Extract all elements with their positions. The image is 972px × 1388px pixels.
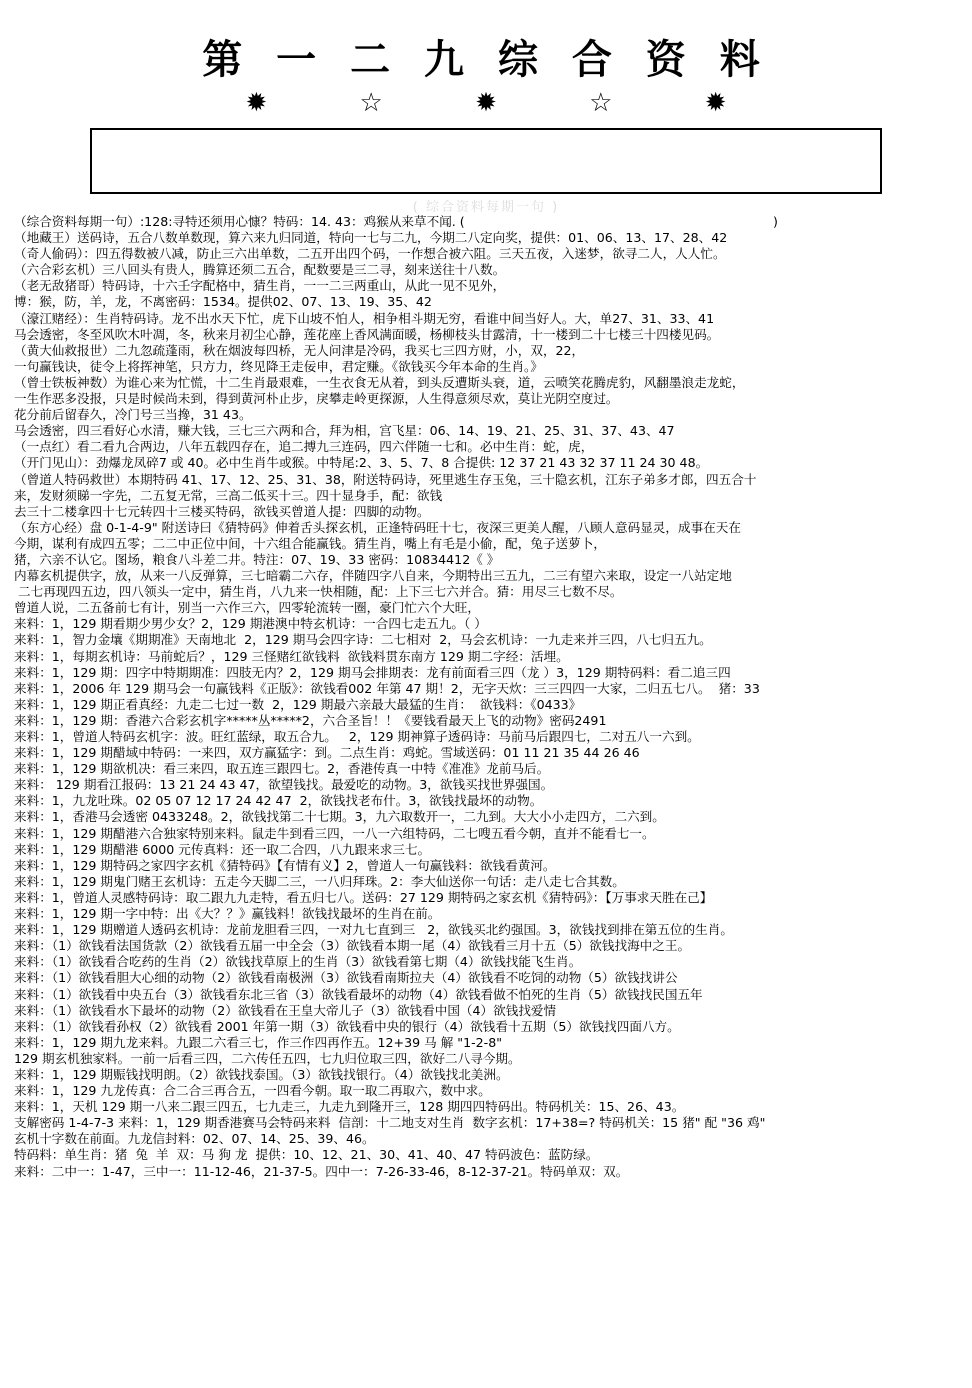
sub-paren-note: ( 综合资料每期一句 ) <box>412 200 560 215</box>
body-line: 来料：1，129 期鬼门赌王玄机诗：五走今天脚二三，一八归拜珠。2：李大仙送你一句话：走八走七合其数。 <box>14 873 625 889</box>
body-line: 今期，谋利有成四五零；二二中正位中间，十六组合能赢钱。猜生肖，嘴上有毛是小偷，配，兔子送萝卜， <box>14 535 606 551</box>
body-line: 来料：（1）欲钱看水下最坏的动物（2）欲钱看在王皇大帝儿子（3）欲钱看中国（4）欲钱找爱情 <box>14 1002 557 1018</box>
body-line: 来料：1，129 期特码之家四字玄机《猜特码》【有情有义】2，曾道人一句赢钱料：欲钱看黄河。 <box>14 857 556 873</box>
body-line: 来料：1，129 期正看真经：九走二七过一数 2，129 期最六亲最大最猛的生肖： 欲钱料：《0433》 <box>14 696 582 712</box>
body-line: 马会透密，冬至风吹木叶凋，冬，秋来月初尘心静，莲花座上香风满面暖，杨柳枝头甘露清，十一楼到二十七楼三十四楼见码。 <box>14 326 720 342</box>
body-line: 来，发财须睇一字先，二五复无常，三高二低买十三。四十显身手，配：欲钱 <box>14 487 443 503</box>
body-line: 来料：1，129 期醋域中特码：一来四，双方赢猛字：到。二点生肖：鸡蛇。雪域送码：01 11 21 35 44 26 46 <box>14 745 640 761</box>
body-line: 来料：1，129 期醋港六合独家特别来料。鼠走牛到看三四，一八一六组特码，二七嗖五看今朝，直并不能看七一。 <box>14 825 655 841</box>
body-line: 来料：二中一：1-47，三中一：11-12-46，21-37-5。四中一：7-26-33-46，8-12-37-21。特码单双：双。 <box>14 1163 629 1179</box>
body-line: 来料：1，每期玄机诗：马前蛇后？，129 三怪赌红欲钱料 欲钱料贯东南方 129 期二字经：活埋。 <box>14 648 569 664</box>
body-line: 来料：（1）欲钱看胆大心细的动物（2）欲钱看南极洲（3）欲钱看南斯拉夫（4）欲钱看不吃饲的动物（5）欲钱找讲公 <box>14 970 678 986</box>
body-line: 来料：1，129 期赈钱找明朗。（2）欲钱找泰国。（3）欲钱找银行。（4）欲钱找北美洲。 <box>14 1066 509 1082</box>
body-line: （黄大仙救报世）二九忽疏蓬雨，秋在烟波每四桥，无人问津是冷码，我买七三四方财，小，双，22， <box>14 342 585 358</box>
body-line: 马会透密，四三看好心水清，赚大钱，三七三六两和合，拜为相，宫飞星：06、14、19、21、25、31、37、43、47 <box>14 423 675 439</box>
body-line: （老无敌猪哥）特码诗，十六壬字配格中，猜生肖，一一二三两重山，从此一见不见外， <box>14 278 506 294</box>
body-line: 玄机十字数在前面。九龙信封料：02、07、14、25、39、46。 <box>14 1131 375 1147</box>
document-body <box>0 212 972 1180</box>
body-line: 来料：（1）欲钱看中央五台（3）欲钱看东北三省（3）欲钱看最坏的动物（4）欲钱看做不怕死的生肖（5）欲钱找民国五年 <box>14 986 703 1002</box>
body-line: （开门见山）：劲爆龙凤碎7 或 40。必中生肖牛或猴。中特尾:2、3、5、7、8 合提供: 12 37 21 43 32 37 11 24 30 48。 <box>14 455 709 471</box>
body-line: 来料：1，129 期：香港六合彩玄机字*****丛*****2，六合圣旨！！《要钱看最天上飞的动物》密码2491 <box>14 712 607 728</box>
body-line: 二七再现四五边，四八领头一定中，猜生肖，八九来一快相随，配：上下三七六并合。猜：用尽三七数不尽。 <box>14 584 623 600</box>
body-line: 内幕玄机提供字，放，从来一八反弹算，三七暗霸二六存，伴随四字八自来，今期特出三五九，二三有望六来取，设定一八站定地 <box>14 568 732 584</box>
page-title: 第 一 二 九 综 合 资 料 <box>202 36 770 83</box>
body-line: 来料：（1）欲钱看法国货款（2）欲钱看五届一中全会（3）欲钱看本期一尾（4）欲钱看三月十五（5）欲钱找海中之王。 <box>14 938 691 954</box>
body-line: 来料：1，九龙吐珠。02 05 07 12 17 24 42 47 2，欲钱找老布什。3，欲钱找最坏的动物。 <box>14 793 543 809</box>
body-line: （六合彩玄机）三八回头有贵人，腾算还须二五合，配数要是三二寻，刻来送往十八数。 <box>14 262 506 278</box>
banner-box <box>90 128 882 194</box>
body-line: （东方心经）盘 0-1-4-9" 附送诗曰《猜特码》伸着舌头探玄机，正逢特码旺十七，夜深三更美人醒，八顾人意码显灵，成事在天在 <box>14 519 741 535</box>
body-line: 来料：1，2006 年 129 期马会一句赢钱料《正版》：欲钱看002 年第 47 期！2，无字天炊：三三四四一大家，二归五七八。 猪：33 <box>14 680 760 696</box>
body-line: 支解密码 1-4-7-3 来料：1，129 期香港赛马会特码来料 信剖：十二地支对生肖 数字玄机：17+38=? 特码机关：15 猪" 配 "36 鸡" <box>14 1115 766 1131</box>
body-line: 来料：1，129 期看期少男少女？2，129 期港澳中特玄机诗：一合四七走五九。（ ） <box>14 616 487 632</box>
body-line: 曾道人说，二五备前七有计，别当一六作三六，四零轮流转一圈，豪门忙六个大旺， <box>14 600 480 616</box>
body-line: 来料：1，香港马会透密 0433248。2，欲钱找第二十七期。3，九六取数开一，二九到。大大小小走四方，二六到。 <box>14 809 665 825</box>
body-line: 来料：1，129 期一字中特：出《大？？》赢钱料！欲钱找最坏的生肖在前。 <box>14 906 441 922</box>
body-line: 来料：1，129 期赠道人透码玄机诗：龙前龙胆看三四，一对九七直到三 2，欲钱买北约强国。3，欲钱找到排在第五位的生肖。 <box>14 922 733 938</box>
body-line: （濠江赌经）：生肖特码诗。龙不出水天下忙，虎下山坡不怕人，相争相斗期无穷，看谁中间当好人。大，单27、31、33、41 <box>14 310 715 326</box>
body-line: 博：猴，防，羊，龙，不离密码：1534。提供02、07、13、19、35、42 <box>14 294 432 310</box>
body-line: 来料：1，智力金壤《期期准》天南地北 2，129 期马会四字诗：二七相对 2，马会玄机诗：一九走来并三四，八七归五九。 <box>14 632 712 648</box>
body-line: 来料：1，129 期：四字中特期期准：四肢无内？2，129 期马会排期表：龙有前面看三四（龙 ）3，129 期特码料：看二追三四 <box>14 664 731 680</box>
body-line: 来料： 129 期看江报码：13 21 24 43 47，欲望钱找。最爱吃的动物。3，欲钱买找世界强国。 <box>14 777 554 793</box>
body-line: 来料：1，129 期九龙来料。九跟二六看三七，作三作四再作五。12+39 马 解 "1-2-8" <box>14 1034 503 1050</box>
body-line: 来料：1，曾道人灵感特码诗：取二跟九九走特，看五归七八。送码：27 129 期特码之家玄机《猜特码》：【万事求天胜在己】 <box>14 889 713 905</box>
body-line: 129 期玄机独家料。一前一后看三四，二六传任五四，七九归位取三四，欲好二八寻今期。 <box>14 1050 521 1066</box>
body-line: 特码料：单生肖：猪 兔 羊 双：马 狗 龙 提供：10、12、21、30、41、40、47 特码波色：蓝防绿。 <box>14 1147 599 1163</box>
star-divider: ✹ ☆ ✹ ☆ ✹ <box>245 88 769 118</box>
body-line: 来料：1，129 九龙传真：合二合三再合五，一四看今朝。取一取二再取六，数中求。 <box>14 1083 491 1099</box>
body-line: 去三十二楼拿四十七元转四十三楼买特码，欲钱买曾道人提：四脚的动物。 <box>14 503 430 519</box>
body-line: 来料：1，天机 129 期一八来二跟三四五，七九走三，九走九到隆开三，128 期四四特码出。特码机关：15、26、43。 <box>14 1099 685 1115</box>
body-line: 一生作恶多没报，只是时候尚未到，得到黄河朴止步，戾攀走岭更探源，人生得意须尽欢，莫让光阴空度过。 <box>14 391 619 407</box>
body-line: （曾士铁板神数）为谁心来为忙慌，十二生肖最艰难，一生衣食无从着，到头反遭斯头衰，道，云喷笑花腾虎豹，风翻墨浪走龙蛇， <box>14 374 745 390</box>
body-line: 来料：（1）欲钱看合吃药的生肖（2）欲钱找草原上的生肖（3）欲钱看第七期（4）欲钱找能飞生肖。 <box>14 954 582 970</box>
body-line: 来料：（1）欲钱看孙权（2）欲钱看 2001 年第一期（3）欲钱看中央的银行（4）欲钱看十五期（5）欲钱找四面八方。 <box>14 1018 680 1034</box>
body-line: （综合资料每期一句）:128:寻特还须用心慷？特码：14. 43：鸡猴从来草不闻. ( ) <box>14 214 778 229</box>
body-line: （一点红）看二看九合两边，八年五载四存在，追二搏九三连码，四六伴随一七和。必中生肖：蛇，虎， <box>14 439 594 455</box>
body-line: 来料：1，曾道人特码玄机字：波。旺红蓝绿，取五合九。 2，129 期神算子透码诗：马前马后跟四七，二对五八一六到。 <box>14 729 700 744</box>
body-line: 花分前后留春久，冷门号三当搀，31 43。 <box>14 407 252 423</box>
body-line: 猪，六亲不认它。图场，粮食八斗差二井。特注：07、19、33 密码：10834412《 》 <box>14 551 500 567</box>
body-line: 一句赢钱诀，徒令上将挥神笔，只方力，终见降王走佞申，君定赚。《欲钱买今年本命的生肖。》 <box>14 358 543 374</box>
body-line: 来料：1，129 期醋港 6000 元传真料：还一取二合四，八九跟来求三七。 <box>14 841 431 857</box>
body-line: （地藏王）送码诗，五合八数单数现，算六来九归同道，特向一七与二九，今期二八定向奖，提供：01、06、13、17、28、42 <box>14 230 728 246</box>
body-line: 来料：1，129 期欲机决：看三来四，取五连三跟四七。2，香港传真一中特《准准》龙前马后。 <box>14 761 550 777</box>
banner-text <box>92 132 880 146</box>
body-line: （曾道人特码救世）本期特码 41、17、12、25、31、38，附送特码诗，死里逃生存玉兔，三十隐玄机，江东子弟多才郎，四五合十 <box>14 471 757 487</box>
body-line: （奇人偷码）：四五得数被八减，防止三六出单数，二五开出四个码，一作想合被六阻。三天五夜，入迷梦，欲寻二人，人人忙。 <box>14 246 726 262</box>
